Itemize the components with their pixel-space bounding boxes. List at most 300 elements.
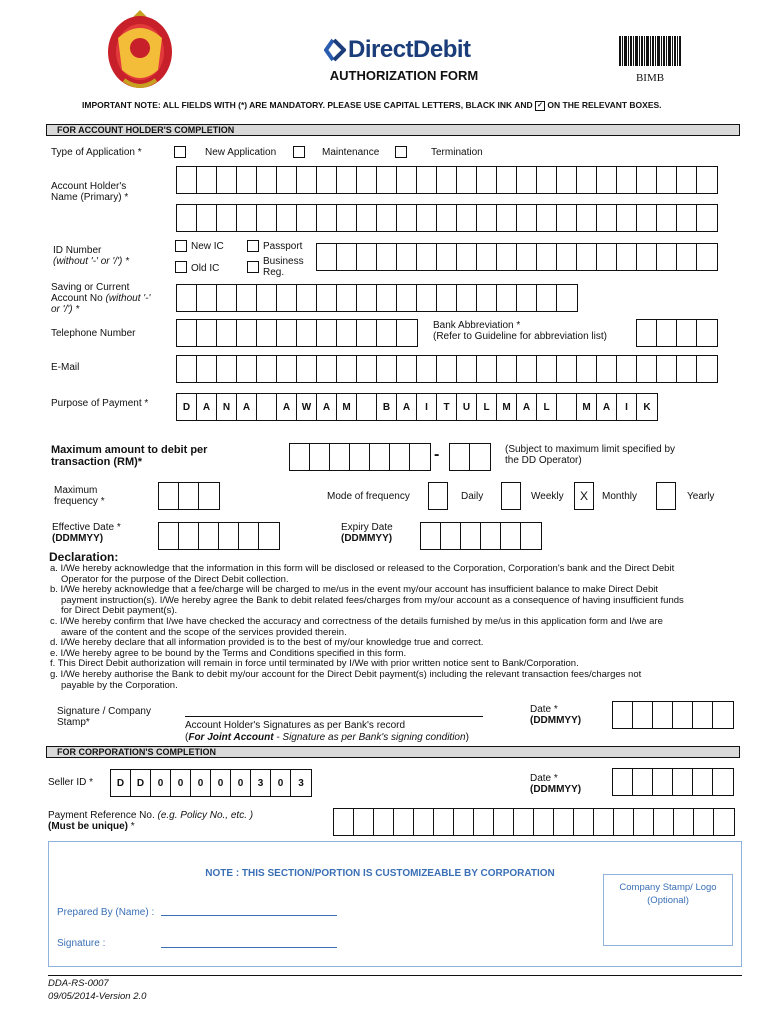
char-box[interactable]: [297, 205, 317, 231]
char-box[interactable]: [310, 444, 330, 470]
char-box[interactable]: [577, 167, 597, 193]
telephone-boxes[interactable]: [176, 319, 418, 347]
char-box[interactable]: [713, 702, 733, 728]
char-box[interactable]: A: [317, 394, 337, 420]
char-box[interactable]: [697, 356, 717, 382]
char-box[interactable]: [337, 205, 357, 231]
char-box[interactable]: [337, 244, 357, 270]
char-box[interactable]: [417, 244, 437, 270]
char-box[interactable]: A: [517, 394, 537, 420]
old-ic-checkbox[interactable]: [175, 261, 187, 273]
char-box[interactable]: [474, 809, 494, 835]
char-box[interactable]: [673, 702, 693, 728]
max-amount-ringgit-boxes[interactable]: [289, 443, 431, 471]
char-box[interactable]: [159, 483, 179, 509]
char-box[interactable]: A: [597, 394, 617, 420]
char-box[interactable]: [377, 244, 397, 270]
char-box[interactable]: [197, 167, 217, 193]
char-box[interactable]: [414, 809, 434, 835]
char-box[interactable]: [557, 244, 577, 270]
char-box[interactable]: 3: [251, 770, 271, 796]
company-stamp-box[interactable]: [603, 874, 733, 946]
char-box[interactable]: [330, 444, 350, 470]
char-box[interactable]: [217, 205, 237, 231]
char-box[interactable]: [693, 769, 713, 795]
monthly-label: Monthly: [602, 491, 638, 502]
char-box[interactable]: [657, 320, 677, 346]
char-box[interactable]: [537, 285, 557, 311]
char-box[interactable]: 0: [271, 770, 291, 796]
char-box[interactable]: [337, 285, 357, 311]
yearly-checkbox[interactable]: [656, 482, 676, 510]
telephone-label: Telephone Number: [51, 328, 136, 339]
char-box[interactable]: [714, 809, 734, 835]
char-box[interactable]: [557, 205, 577, 231]
char-box[interactable]: [477, 205, 497, 231]
payment-reference-boxes[interactable]: [333, 808, 735, 836]
char-box[interactable]: [257, 167, 277, 193]
char-box[interactable]: [217, 285, 237, 311]
char-box[interactable]: [434, 809, 454, 835]
char-box[interactable]: D: [177, 394, 197, 420]
char-box[interactable]: [557, 167, 577, 193]
company-stamp-optional: (Optional): [647, 895, 689, 906]
char-box[interactable]: [417, 167, 437, 193]
char-box[interactable]: [370, 444, 390, 470]
char-box[interactable]: [177, 205, 197, 231]
char-box[interactable]: [197, 205, 217, 231]
char-box[interactable]: I: [417, 394, 437, 420]
char-box[interactable]: [437, 205, 457, 231]
expiry-date-boxes[interactable]: [420, 522, 542, 550]
char-box[interactable]: [237, 285, 257, 311]
char-box[interactable]: [357, 356, 377, 382]
termination-label: Termination: [431, 147, 483, 158]
char-box[interactable]: [297, 285, 317, 311]
char-box[interactable]: [617, 205, 637, 231]
char-box[interactable]: [277, 356, 297, 382]
char-box[interactable]: [397, 244, 417, 270]
max-frequency-boxes[interactable]: [158, 482, 220, 510]
direct-debit-brand: DirectDebit: [348, 36, 471, 63]
char-box[interactable]: [354, 809, 374, 835]
char-box[interactable]: 0: [171, 770, 191, 796]
char-box[interactable]: [574, 809, 594, 835]
char-box[interactable]: [517, 356, 537, 382]
char-box[interactable]: L: [537, 394, 557, 420]
char-box[interactable]: [521, 523, 541, 549]
char-box[interactable]: [217, 356, 237, 382]
char-box[interactable]: [179, 523, 199, 549]
signature-caption: Account Holder's Signatures as per Bank's record: [185, 720, 406, 731]
char-box[interactable]: [334, 809, 354, 835]
char-box[interactable]: [357, 167, 377, 193]
char-box[interactable]: [237, 320, 257, 346]
char-box[interactable]: T: [437, 394, 457, 420]
customizable-section: [48, 841, 742, 967]
char-box[interactable]: [277, 320, 297, 346]
char-box[interactable]: 0: [191, 770, 211, 796]
char-box[interactable]: [537, 356, 557, 382]
char-box[interactable]: [677, 167, 697, 193]
purpose-of-payment-boxes[interactable]: [176, 393, 658, 421]
char-box[interactable]: [477, 285, 497, 311]
char-box[interactable]: [537, 244, 557, 270]
business-reg-label: Business Reg.: [263, 256, 304, 278]
char-box[interactable]: [557, 356, 577, 382]
signature-company-stamp-label: Signature / Company Stamp*: [57, 706, 151, 728]
effective-date-label: Effective Date * (DDMMYY): [52, 522, 121, 544]
char-box[interactable]: [290, 444, 310, 470]
seller-id-boxes[interactable]: [110, 769, 312, 797]
char-box[interactable]: [697, 167, 717, 193]
account-no-boxes[interactable]: [176, 284, 578, 312]
char-box[interactable]: [259, 523, 279, 549]
signature-line[interactable]: [185, 716, 483, 717]
char-box[interactable]: [199, 523, 219, 549]
char-box[interactable]: [417, 205, 437, 231]
amount-separator: -: [434, 446, 440, 463]
char-box[interactable]: [317, 285, 337, 311]
char-box[interactable]: [577, 205, 597, 231]
prepared-by-line[interactable]: [161, 915, 337, 916]
char-box[interactable]: [677, 356, 697, 382]
email-boxes[interactable]: [176, 355, 718, 383]
char-box[interactable]: [441, 523, 461, 549]
char-box[interactable]: [297, 320, 317, 346]
max-frequency-label: Maximum frequency *: [54, 485, 105, 507]
char-box[interactable]: [713, 769, 733, 795]
char-box[interactable]: [637, 320, 657, 346]
char-box[interactable]: [677, 320, 697, 346]
declaration-text: a. I/We hereby acknowledge that the information in this form will be disclosed or released to the Corporation, Corporation's bank and the Direct Debit Operator for the purpose of the Direct Debit collection. b. I/We hereby acknowledge that a fee/charge will be charged to me/us in the event my/our account has insufficient balance to make Direct Debit payment instruction(s). I/We hereby agree the Bank to debit related fees/charges from my/our account as a consequence of having insufficient funds for Direct Debit payment(s). c. I/We hereby confirm that I/we have checked the accuracy and correctness of the details furnished by me/us in this application form and I/we are aware of the content and the scope of the services provided therein. d. I/We hereby declare that all information provided is to the best of my/our knowledge true and correct. e. I/We hereby agree to be bound by the Terms and Conditions specified in this form. f. This Direct Debit authorization will remain in force until terminated by I/We with prior written notice sent to Bank/Corporation. g. I/We hereby authorise the Bank to debit my/our account for the Direct Debit payment(s) including the relevant transaction fees/charges not payable by the Corporation.: [50, 563, 684, 691]
char-box[interactable]: [657, 167, 677, 193]
char-box[interactable]: [597, 205, 617, 231]
char-box[interactable]: [237, 205, 257, 231]
char-box[interactable]: [297, 167, 317, 193]
char-box[interactable]: [557, 285, 577, 311]
corporation-signature-line[interactable]: [161, 947, 337, 948]
char-box[interactable]: [237, 356, 257, 382]
char-box[interactable]: [674, 809, 694, 835]
char-box[interactable]: [357, 394, 377, 420]
char-box[interactable]: [613, 702, 633, 728]
passport-checkbox[interactable]: [247, 240, 259, 252]
char-box[interactable]: [454, 809, 474, 835]
char-box[interactable]: [693, 702, 713, 728]
char-box[interactable]: [257, 205, 277, 231]
char-box[interactable]: [517, 167, 537, 193]
passport-label: Passport: [263, 241, 303, 252]
new-application-checkbox[interactable]: [174, 146, 186, 158]
account-holder-name-line1[interactable]: [176, 166, 718, 194]
char-box[interactable]: K: [643, 401, 651, 413]
char-box[interactable]: [357, 285, 377, 311]
char-box[interactable]: [497, 244, 517, 270]
char-box[interactable]: [633, 769, 653, 795]
direct-debit-mark-icon: [324, 38, 346, 62]
char-box[interactable]: A: [397, 394, 417, 420]
char-box[interactable]: [317, 356, 337, 382]
subject-to-limit-note: (Subject to maximum limit specified by the DD Operator): [505, 444, 676, 466]
char-box[interactable]: A: [197, 394, 217, 420]
char-box[interactable]: [277, 167, 297, 193]
business-reg-checkbox[interactable]: [247, 261, 259, 273]
account-holder-name-label: Account Holder's Name (Primary) *: [51, 181, 129, 203]
char-box[interactable]: A: [237, 394, 257, 420]
form-version: 09/05/2014-Version 2.0: [48, 991, 147, 1002]
barcode: [618, 36, 682, 72]
char-box[interactable]: [239, 523, 259, 549]
char-box[interactable]: [494, 809, 514, 835]
new-ic-checkbox[interactable]: [175, 240, 187, 252]
char-box[interactable]: 0: [211, 770, 231, 796]
char-box[interactable]: [397, 356, 417, 382]
prepared-by-label: Prepared By (Name) :: [57, 907, 155, 918]
char-box[interactable]: [637, 356, 657, 382]
char-box[interactable]: [517, 285, 537, 311]
char-box[interactable]: A: [277, 394, 297, 420]
char-box[interactable]: [217, 167, 237, 193]
char-box[interactable]: [637, 244, 657, 270]
char-box[interactable]: [457, 285, 477, 311]
char-box[interactable]: [397, 205, 417, 231]
char-box[interactable]: [394, 809, 414, 835]
char-box[interactable]: [694, 809, 714, 835]
char-box[interactable]: [357, 244, 377, 270]
char-box[interactable]: [397, 320, 417, 346]
char-box[interactable]: [421, 523, 441, 549]
char-box[interactable]: [410, 444, 430, 470]
char-box[interactable]: [390, 444, 410, 470]
char-box[interactable]: [461, 523, 481, 549]
declaration-title: Declaration:: [49, 550, 119, 564]
maintenance-checkbox[interactable]: [293, 146, 305, 158]
char-box[interactable]: [657, 205, 677, 231]
char-box[interactable]: W: [297, 394, 317, 420]
char-box[interactable]: [337, 356, 357, 382]
char-box[interactable]: [317, 244, 337, 270]
char-box[interactable]: M: [577, 394, 597, 420]
daily-label: Daily: [461, 491, 484, 502]
char-box[interactable]: [457, 356, 477, 382]
char-box[interactable]: [237, 167, 257, 193]
char-box[interactable]: [597, 244, 617, 270]
char-box[interactable]: [437, 167, 457, 193]
char-box[interactable]: [554, 809, 574, 835]
char-box[interactable]: [357, 205, 377, 231]
char-box[interactable]: [517, 205, 537, 231]
corporation-date-boxes[interactable]: [612, 768, 734, 796]
char-box[interactable]: U: [457, 394, 477, 420]
char-box[interactable]: M: [497, 394, 517, 420]
maintenance-label: Maintenance: [322, 147, 380, 158]
char-box[interactable]: [377, 167, 397, 193]
char-box[interactable]: [514, 809, 534, 835]
char-box[interactable]: [497, 205, 517, 231]
char-box[interactable]: N: [217, 394, 237, 420]
char-box[interactable]: [617, 167, 637, 193]
char-box[interactable]: [417, 356, 437, 382]
char-box[interactable]: [617, 356, 637, 382]
char-box[interactable]: [437, 356, 457, 382]
char-box[interactable]: [697, 320, 717, 346]
direct-debit-logo: [324, 36, 494, 64]
checked-box-icon: ✓: [535, 101, 545, 111]
char-box[interactable]: [177, 167, 197, 193]
id-number-label: ID Number (without '-' or '/') *: [53, 245, 129, 267]
char-box[interactable]: [257, 320, 277, 346]
char-box[interactable]: [457, 205, 477, 231]
char-box[interactable]: [497, 167, 517, 193]
char-box[interactable]: [617, 244, 637, 270]
char-box[interactable]: [654, 809, 674, 835]
char-box[interactable]: [177, 356, 197, 382]
char-box[interactable]: [450, 444, 470, 470]
char-box[interactable]: 0: [231, 770, 251, 796]
char-box[interactable]: [594, 809, 614, 835]
corporation-signature-label: Signature :: [57, 938, 106, 949]
char-box[interactable]: D: [131, 770, 151, 796]
char-box[interactable]: [470, 444, 490, 470]
char-box[interactable]: [357, 320, 377, 346]
char-box[interactable]: [374, 809, 394, 835]
char-box[interactable]: [417, 285, 437, 311]
bank-abbreviation-boxes[interactable]: [636, 319, 718, 347]
monthly-checkbox[interactable]: X: [574, 482, 594, 510]
char-box[interactable]: [657, 244, 677, 270]
customizable-note: NOTE : THIS SECTION/PORTION IS CUSTOMIZEABLE BY CORPORATION: [205, 868, 555, 879]
char-box[interactable]: L: [477, 394, 497, 420]
char-box[interactable]: [677, 244, 697, 270]
char-box[interactable]: [437, 285, 457, 311]
daily-checkbox[interactable]: [428, 482, 448, 510]
effective-date-boxes[interactable]: [158, 522, 280, 550]
char-box[interactable]: [577, 356, 597, 382]
char-box[interactable]: I: [617, 394, 637, 420]
weekly-checkbox[interactable]: [501, 482, 521, 510]
char-box[interactable]: [634, 809, 654, 835]
char-box[interactable]: [397, 167, 417, 193]
account-holder-section-header: FOR ACCOUNT HOLDER'S COMPLETION: [46, 124, 740, 136]
char-box[interactable]: [177, 285, 197, 311]
char-box[interactable]: [537, 205, 557, 231]
bank-abbreviation-label: Bank Abbreviation * (Refer to Guideline for abbreviation list): [433, 320, 607, 342]
char-box[interactable]: [477, 244, 497, 270]
char-box[interactable]: [219, 523, 239, 549]
char-box[interactable]: [350, 444, 370, 470]
char-box[interactable]: [637, 205, 657, 231]
char-box[interactable]: [537, 167, 557, 193]
char-box[interactable]: [257, 285, 277, 311]
char-box[interactable]: [657, 356, 677, 382]
char-box[interactable]: [377, 285, 397, 311]
char-box[interactable]: [481, 523, 501, 549]
char-box[interactable]: [337, 320, 357, 346]
account-no-label: Saving or Current Account No (without '-' or '/') *: [51, 282, 151, 315]
signature-date-boxes[interactable]: [612, 701, 734, 729]
char-box[interactable]: M: [337, 394, 357, 420]
char-box[interactable]: [377, 320, 397, 346]
char-box[interactable]: 3: [298, 777, 304, 789]
account-holder-name-line2[interactable]: [176, 204, 718, 232]
char-box[interactable]: [614, 809, 634, 835]
termination-checkbox[interactable]: [395, 146, 407, 158]
char-box[interactable]: [457, 167, 477, 193]
yearly-label: Yearly: [687, 491, 715, 502]
char-box[interactable]: [397, 285, 417, 311]
char-box[interactable]: [317, 320, 337, 346]
char-box[interactable]: D: [111, 770, 131, 796]
type-of-application-label: Type of Application *: [51, 147, 142, 158]
char-box[interactable]: [677, 205, 697, 231]
weekly-label: Weekly: [531, 491, 564, 502]
char-box[interactable]: [517, 244, 537, 270]
char-box[interactable]: 0: [151, 770, 171, 796]
char-box[interactable]: [673, 769, 693, 795]
char-box[interactable]: [217, 320, 237, 346]
char-box[interactable]: [637, 167, 657, 193]
char-box[interactable]: [277, 285, 297, 311]
char-box[interactable]: [377, 205, 397, 231]
email-label: E-Mail: [51, 362, 80, 373]
char-box[interactable]: [197, 285, 217, 311]
char-box[interactable]: [457, 244, 477, 270]
char-box[interactable]: [437, 244, 457, 270]
char-box[interactable]: B: [377, 394, 397, 420]
form-code: DDA-RS-0007: [48, 978, 109, 989]
char-box[interactable]: [697, 244, 717, 270]
char-box[interactable]: [197, 356, 217, 382]
char-box[interactable]: [633, 702, 653, 728]
new-application-label: New Application: [205, 147, 277, 158]
corporation-crest-logo: [104, 8, 176, 94]
char-box[interactable]: [501, 523, 521, 549]
char-box[interactable]: [477, 167, 497, 193]
char-box[interactable]: [159, 523, 179, 549]
char-box[interactable]: [257, 394, 277, 420]
char-box[interactable]: [653, 702, 673, 728]
char-box[interactable]: [613, 769, 633, 795]
char-box[interactable]: [297, 356, 317, 382]
char-box[interactable]: [277, 205, 297, 231]
char-box[interactable]: [197, 320, 217, 346]
max-amount-sen-boxes[interactable]: [449, 443, 491, 471]
char-box[interactable]: [697, 205, 717, 231]
char-box[interactable]: [337, 167, 357, 193]
char-box[interactable]: [534, 809, 554, 835]
char-box[interactable]: [317, 205, 337, 231]
char-box[interactable]: [477, 356, 497, 382]
char-box[interactable]: [597, 167, 617, 193]
corporation-section-header: FOR CORPORATION'S COMPLETION: [46, 746, 740, 758]
char-box[interactable]: [199, 483, 219, 509]
purpose-of-payment-label: Purpose of Payment *: [51, 398, 149, 409]
char-box[interactable]: [557, 394, 577, 420]
id-number-boxes[interactable]: [316, 243, 718, 271]
char-box[interactable]: [179, 483, 199, 509]
char-box[interactable]: [257, 356, 277, 382]
char-box[interactable]: [653, 769, 673, 795]
new-ic-label: New IC: [191, 241, 224, 252]
char-box[interactable]: [597, 356, 617, 382]
char-box[interactable]: [377, 356, 397, 382]
char-box[interactable]: [177, 320, 197, 346]
char-box[interactable]: [317, 167, 337, 193]
char-box[interactable]: [497, 285, 517, 311]
char-box[interactable]: [577, 244, 597, 270]
char-box[interactable]: [497, 356, 517, 382]
